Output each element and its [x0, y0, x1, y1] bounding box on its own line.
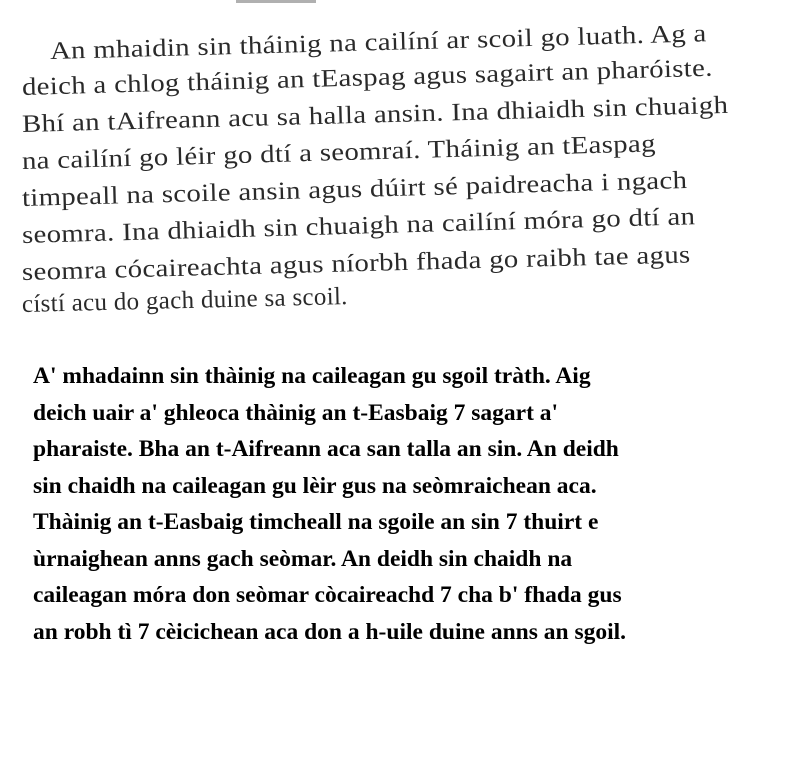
translation-line-2: deich uair a' ghleoca thàinig an t-Easbaig 7 sagart a': [33, 399, 559, 426]
scanned-line-2: deich a chlog tháinig an tEaspag agus sagairt an pharóiste.: [21, 54, 714, 101]
translation-line-1: A' mhadainn sin thàinig na caileagan gu sgoil tràth. Aig: [33, 363, 591, 389]
gaelic-translation-block: [33, 358, 793, 650]
scanned-irish-text-block: [0, 0, 800, 340]
scanned-line-4: na cailíní go léir go dtí a seomraí. Tháinig an tEaspag: [21, 130, 657, 175]
scan-page-edge-mark: [236, 0, 316, 3]
scanned-line-5: timpeall na scoile ansin agus dúirt sé paidreacha i ngach: [21, 167, 688, 212]
scanned-line-7: seomra cócaireachta agus níorbh fhada go raibh tae agus: [21, 241, 691, 286]
translation-line-4: sin chaidh na caileagan gu lèir gus na seòmraichean aca.: [33, 472, 597, 499]
translation-line-6: ùrnaighean anns gach seòmar. An deidh sin chaidh na: [33, 545, 573, 572]
translation-line-8: an robh tì 7 cèicichean aca don a h-uile duine anns an sgoil.: [33, 618, 627, 645]
translation-line-3: pharaiste. Bha an t-Aifreann aca san talla an sin. An deidh: [33, 436, 619, 462]
translation-line-7: caileagan móra don seòmar còcaireachd 7 cha b' fhada gus: [33, 582, 622, 608]
scanned-line-6: seomra. Ina dhiaidh sin chuaigh na cailíní móra go dtí an: [21, 203, 696, 249]
scanned-line-8: cístí acu do gach duine sa scoil.: [21, 283, 349, 318]
scanned-line-3: Bhí an tAifreann acu sa halla ansin. Ina dhiaidh sin chuaigh: [21, 91, 729, 138]
translation-line-5: Thàinig an t-Easbaig timcheall na sgoile an sin 7 thuirt e: [33, 509, 599, 535]
scanned-line-1: An mhaidin sin tháinig na cailíní ar scoil go luath. Ag a: [49, 20, 707, 65]
